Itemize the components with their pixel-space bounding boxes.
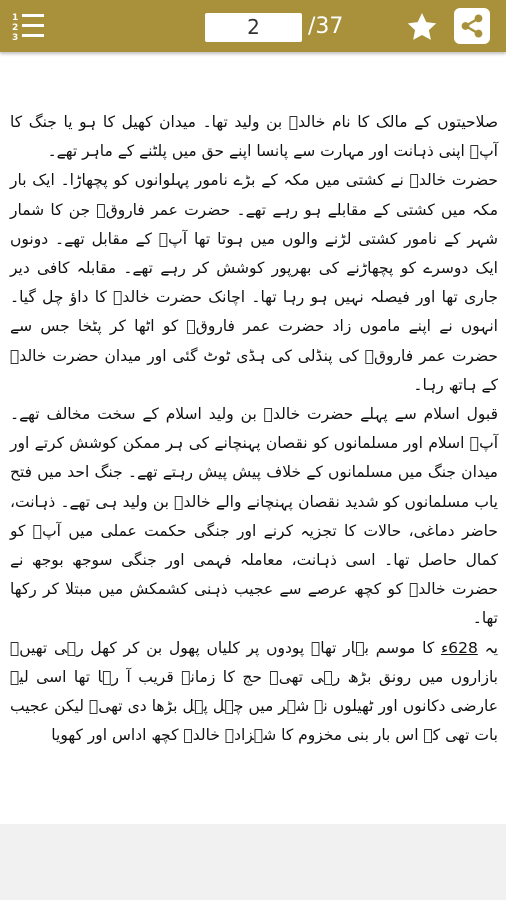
svg-text:3: 3 bbox=[12, 33, 19, 41]
paragraph: حضرت خالدؓ نے کشتی میں مکہ کے بڑے نامور پہلوانوں کو پچھاڑا۔ ایک بار مکہ میں کشتی کے مقابلے ہو رہے تھے۔ حضرت عمر فاروقؓ جن کا شمار شہر کے نامور کشتی لڑنے والوں میں ہوتا تھا آپؓ کے مقابل تھے۔ دونوں ایک دوسرے کو پچھاڑنے کی بھرپور کوشش کر رہے تھے۔ مقابلہ کافی دیر جاری تھا اور فیصلہ نہیں ہو رہا تھا۔ اچانک حضرت خالدؓ کا داؤ چل گیا۔ انہوں نے اپنے ماموں زاد حضرت عمر فاروقؓ کو اٹھا کر پٹخا جس سے حضرت عمر فاروقؓ کی پنڈلی کی ہڈی ٹوٹ گئی اور میدان حضرت خالدؓ کے ہاتھ رہا۔ bbox=[10, 171, 498, 394]
star-icon bbox=[406, 12, 438, 42]
bottom-band bbox=[0, 824, 506, 900]
share-icon bbox=[459, 13, 485, 39]
paragraph: صلاحیتوں کے مالک کا نام خالدؓ بن ولید تھا۔ میدان کھیل کا ہو یا جنگ کا آپؓ اپنی ذہانت اور مہارت سے پانسا اپنے حق میں پلٹنے کے ماہر تھے۔ bbox=[10, 113, 498, 161]
svg-text:1: 1 bbox=[12, 13, 19, 23]
paragraph-prefix: یہ bbox=[477, 638, 498, 657]
page-number-input[interactable]: 2 bbox=[205, 13, 302, 42]
bookmark-button[interactable] bbox=[402, 9, 442, 45]
paragraph-text: کا موسم بہار تھا۔ پودوں پر کلیاں پھول بن کر کھل رہی تھیں۔ بازاروں میں رونق بڑھ رہی تھی۔ حج کا زمانہ قریب آ رہا تھا اسی لیے عارضی دکانوں اور ٹھیلوں نے شہر میں چہل پہل بڑھا دی تھی۔ لیکن عجیب بات تھی کہ اس بار بنی مخزوم کا شہزادہ خالدؓ کچھ اداس اور کھویا bbox=[10, 638, 498, 745]
book-page-content bbox=[10, 108, 498, 750]
numbered-list-icon bbox=[11, 11, 45, 41]
share-button[interactable] bbox=[454, 8, 490, 44]
year-text: 628ء bbox=[440, 638, 478, 657]
paragraph: قبول اسلام سے پہلے حضرت خالدؓ بن ولید اسلام کے سخت مخالف تھے۔ آپؓ اسلام اور مسلمانوں کو نقصان پہنچانے کی ہر ممکن کوشش کرتے اور میدان جنگ میں مسلمانوں کے خلاف پیش پیش رہتے تھے۔ جنگ احد میں فتح یاب مسلمانوں کو شدید نقصان پہنچانے والے خالدؓ بن ولید ہی تھے۔ ذہانت، حاضر دماغی، حالات کا تجزیہ کرنے اور جنگی حکمت عملی میں آپؓ کو کمال حاصل تھا۔ اسی ذہانت، معاملہ فہمی اور جنگی سوجھ بوجھ نے حضرت خالدؓ کو کچھ عرصے سے عجیب ذہنی کشمکش میں مبتلا کر رکھا تھا۔ bbox=[10, 405, 498, 628]
top-toolbar bbox=[0, 0, 506, 52]
paragraph bbox=[10, 634, 498, 751]
total-pages-label: /37 bbox=[308, 14, 344, 39]
svg-text:2: 2 bbox=[12, 23, 19, 33]
table-of-contents-button[interactable] bbox=[6, 8, 50, 44]
